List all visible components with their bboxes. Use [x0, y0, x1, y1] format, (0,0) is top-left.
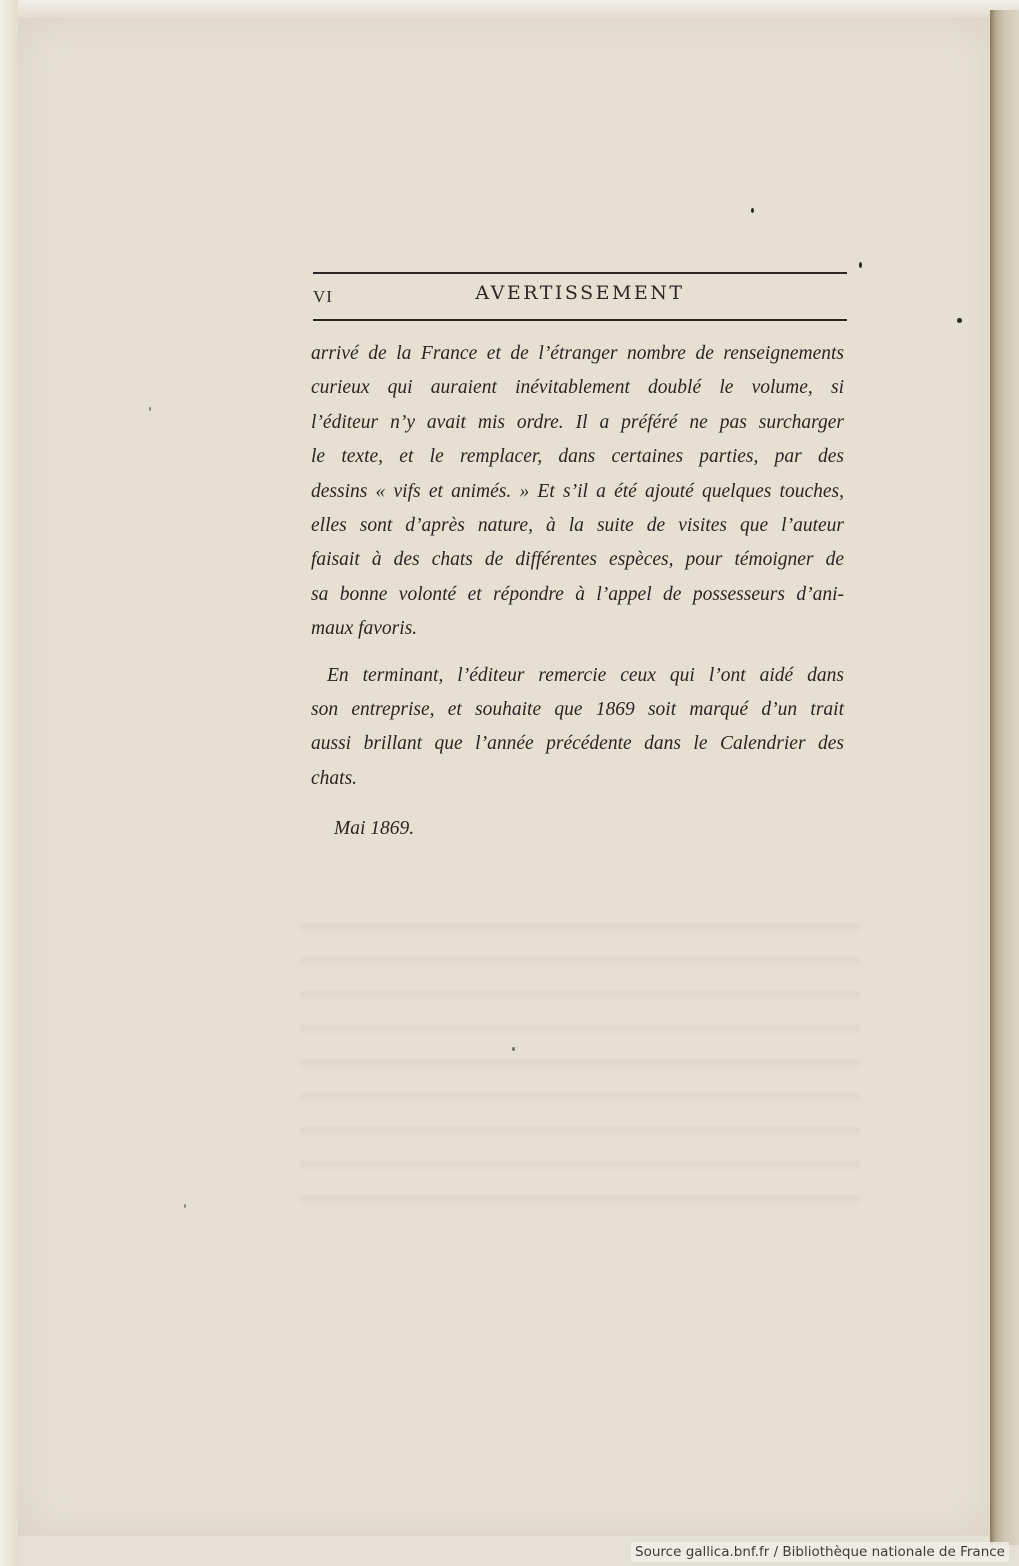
ink-speck	[859, 262, 862, 268]
ink-speck	[149, 407, 151, 411]
ink-speck	[957, 318, 962, 323]
text-line: son entreprise, et souhaite que 1869 soit marqué d’un trait	[311, 699, 844, 721]
body-text	[311, 337, 844, 796]
page-folio: VI	[313, 287, 333, 306]
ink-speck	[184, 1204, 186, 1208]
header-rule-top	[313, 272, 847, 274]
ink-speck	[512, 1047, 515, 1051]
text-line: chats.	[311, 767, 358, 789]
text-line: sa bonne volonté et répondre à l’appel de possesseurs d’ani-	[311, 583, 844, 605]
source-credit: Source gallica.bnf.fr / Bibliothèque nationale de France	[631, 1542, 1009, 1562]
text-line: aussi brillant que l’année précédente dans le Calendrier des	[311, 733, 844, 755]
running-title: AVERTISSEMENT	[475, 282, 685, 304]
text-line: dessins « vifs et animés. » Et s’il a été ajouté quelques touches,	[311, 480, 844, 502]
header-rule-bottom	[313, 319, 847, 321]
book-spine-edge	[990, 10, 1019, 1545]
text-line: le texte, et le remplacer, dans certaines parties, par des	[311, 446, 844, 468]
date-signature: Mai 1869.	[334, 818, 415, 839]
text-line: faisait à des chats de différentes espèces, pour témoigner de	[311, 549, 844, 571]
text-line: En terminant, l’éditeur remercie ceux qui l’ont aidé dans	[327, 664, 844, 686]
text-line: curieux qui auraient inévitablement doublé le volume, si	[311, 377, 844, 399]
text-line: maux favoris.	[311, 618, 418, 640]
paragraph-2	[311, 659, 844, 797]
text-line: l’éditeur n’y avait mis ordre. Il a préféré ne pas surcharger	[311, 411, 844, 433]
top-margin-edge	[0, 0, 1019, 18]
paragraph-1	[311, 337, 844, 647]
ink-speck	[751, 208, 754, 213]
text-line: arrivé de la France et de l’étranger nombre de renseignements	[311, 343, 844, 364]
show-through-text	[300, 900, 860, 1220]
left-margin-edge	[0, 0, 18, 1566]
text-line: elles sont d’après nature, à la suite de visites que l’auteur	[311, 515, 844, 537]
